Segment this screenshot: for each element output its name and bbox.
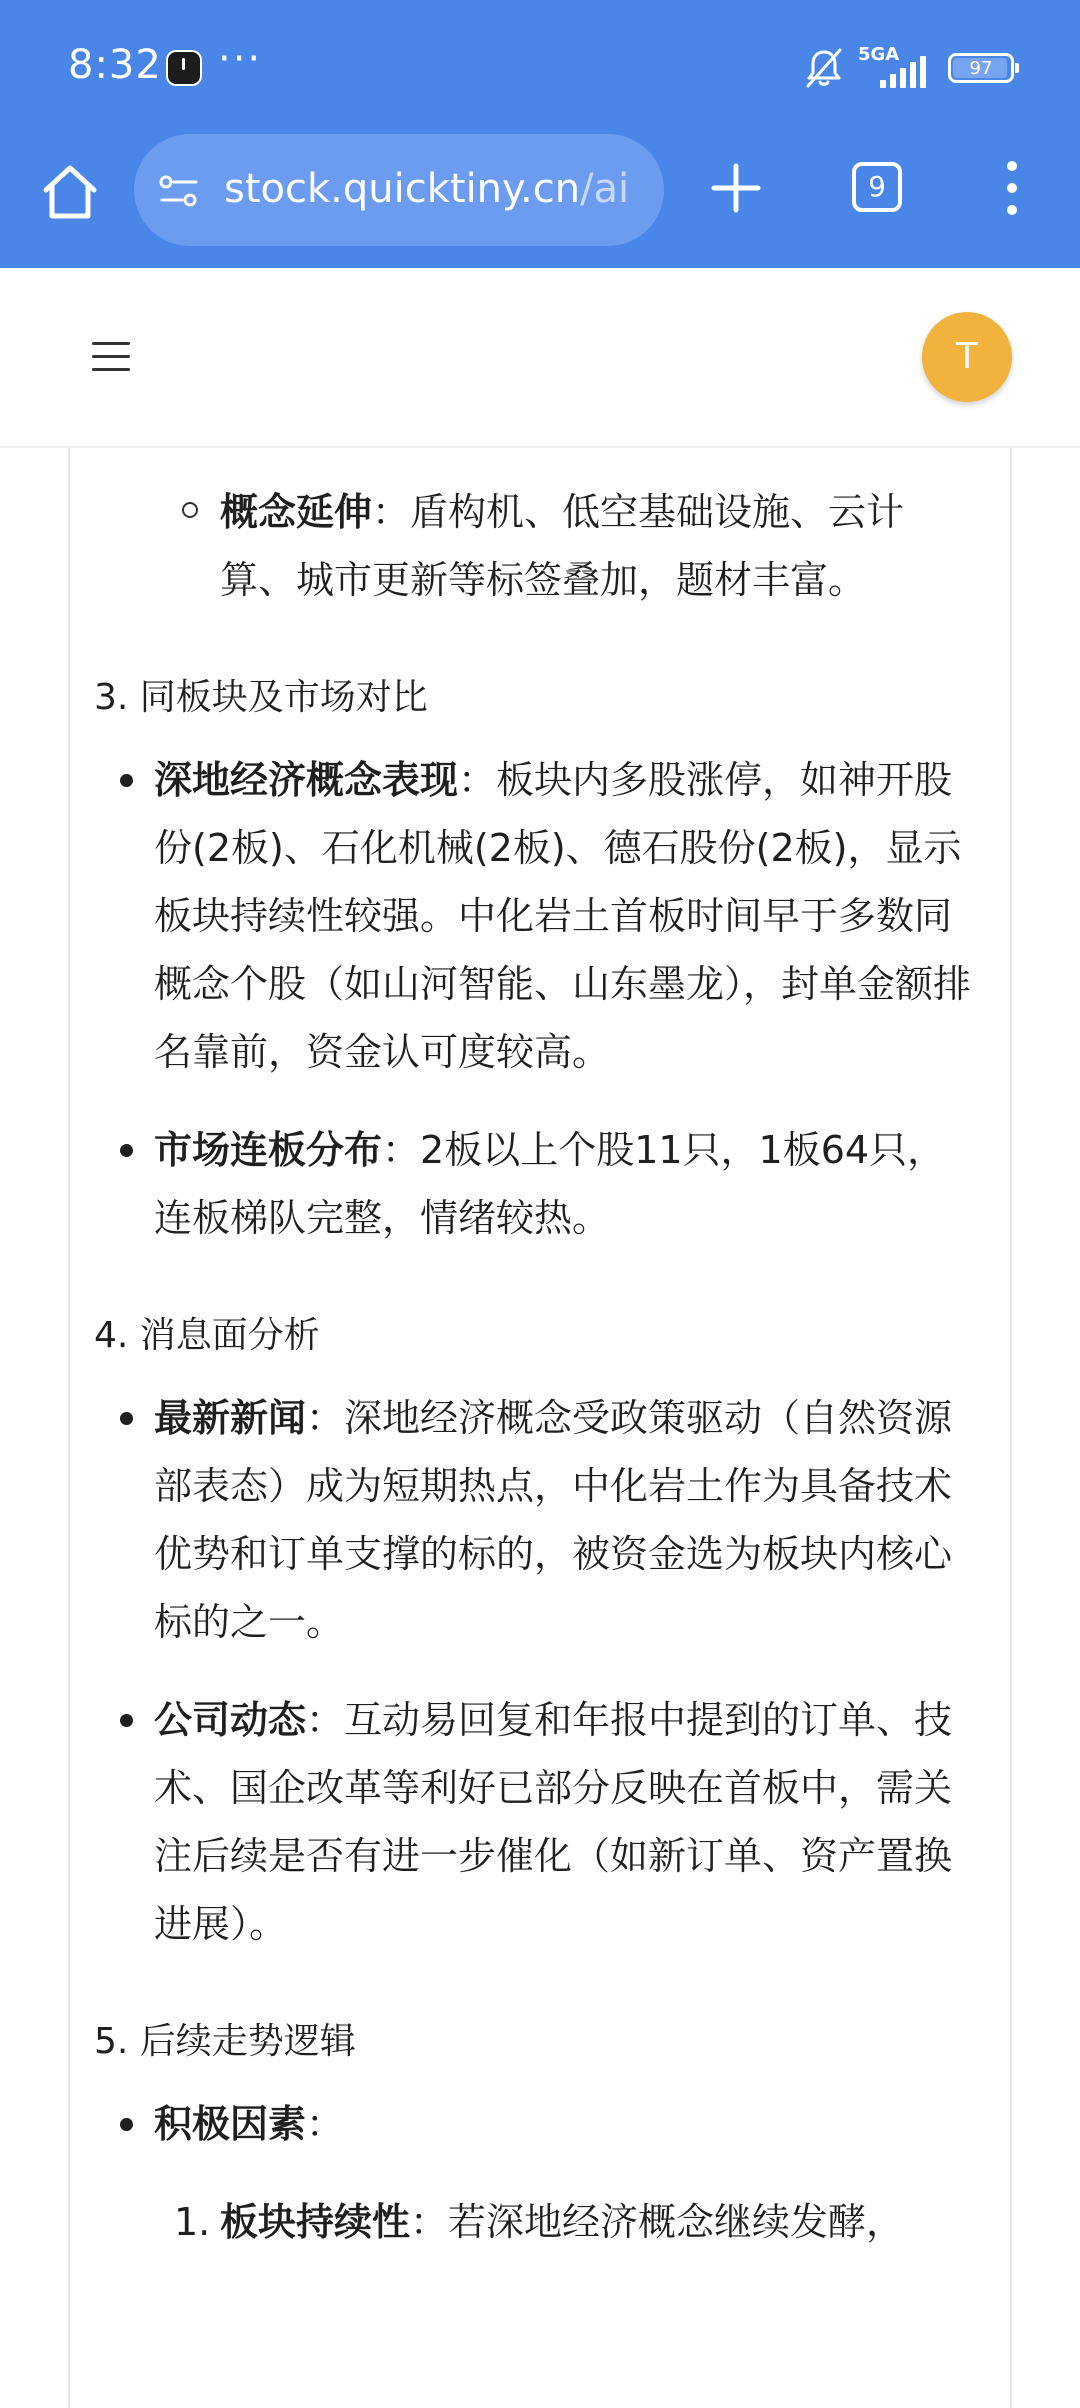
network-type-label: 5GA bbox=[858, 44, 900, 65]
battery-level: 97 bbox=[969, 57, 993, 79]
site-settings-icon[interactable] bbox=[156, 168, 202, 214]
status-bar bbox=[0, 0, 1080, 140]
list-item-title: 积极因素 bbox=[154, 2102, 307, 2146]
url-domain: stock.quicktiny.cn bbox=[224, 166, 581, 212]
new-tab-plus-icon[interactable] bbox=[708, 160, 764, 216]
list-item-title: 深地经济概念表现 bbox=[154, 758, 459, 802]
list-item bbox=[154, 2090, 974, 2158]
url-path: /ai bbox=[580, 166, 630, 212]
list-item bbox=[154, 1384, 974, 1656]
bullet-dot-icon bbox=[120, 2118, 133, 2131]
sub-item-text: ：盾构机、低空基础设施、云计算、城市更新等标签叠加，题材丰富。 bbox=[220, 490, 905, 602]
signal-bar bbox=[920, 56, 926, 88]
more-menu-icon[interactable] bbox=[1000, 158, 1024, 218]
numbered-item bbox=[174, 2188, 974, 2256]
clock-app-icon bbox=[166, 50, 202, 86]
bullet-dot-icon bbox=[120, 1714, 133, 1727]
url-text[interactable] bbox=[224, 166, 629, 212]
list-item-title: 最新新闻 bbox=[154, 1396, 307, 1440]
hamburger-menu-icon[interactable] bbox=[92, 340, 130, 374]
signal-bar bbox=[900, 68, 906, 88]
signal-bar bbox=[890, 74, 896, 88]
signal-bars bbox=[880, 56, 926, 88]
tab-switcher-button[interactable]: 9 bbox=[852, 162, 902, 212]
list-item-text: ：2板以上个股11只，1板64只，连板梯队完整，情绪较热。 bbox=[154, 1128, 946, 1240]
battery-icon bbox=[948, 53, 1014, 83]
sub-item-title: 概念延伸 bbox=[220, 490, 373, 534]
circle-bullet-icon bbox=[182, 502, 198, 518]
bullet-dot-icon bbox=[120, 1144, 133, 1157]
bullet-dot-icon bbox=[120, 1412, 133, 1425]
bell-off-icon bbox=[802, 46, 846, 90]
address-bar[interactable] bbox=[134, 134, 664, 246]
status-right-group bbox=[802, 46, 1014, 90]
site-header bbox=[0, 268, 1080, 448]
numbered-item-title: 板块持续性 bbox=[220, 2200, 411, 2244]
list-item bbox=[154, 1686, 974, 1958]
signal-bar bbox=[880, 80, 886, 88]
section-heading-4: 4. 消息面分析 bbox=[94, 1315, 320, 1356]
list-item-text: ：板块内多股涨停，如神开股份(2板)、石化机械(2板)、德石股份(2板)，显示板块持续性较强。中化岩土首板时间早于多数同概念个股（如山河智能、山东墨龙），封单金额排名靠前，资金认可度较高。 bbox=[154, 758, 972, 1074]
list-item bbox=[154, 746, 974, 1086]
numbered-item-text: ：若深地经济概念继续发酵， bbox=[410, 2200, 905, 2244]
user-avatar[interactable]: T bbox=[922, 312, 1012, 402]
browser-toolbar bbox=[0, 130, 1080, 268]
list-item-text: ：互动易回复和年报中提到的订单、技术、国企改革等利好已部分反映在首板中，需关注后续是否有进一步催化（如新订单、资产置换进展）。 bbox=[154, 1698, 953, 1946]
ai-answer-card bbox=[68, 448, 1012, 2408]
list-item bbox=[154, 1116, 974, 1252]
more-notifications-icon: ··· bbox=[218, 36, 263, 82]
status-time: 8:32 bbox=[68, 42, 162, 88]
list-item-text: ：深地经济概念受政策驱动（自然资源部表态）成为短期热点，中化岩土作为具备技术优势和订单支撑的标的，被资金选为板块内核心标的之一。 bbox=[154, 1396, 953, 1644]
list-item-text: ： bbox=[306, 2102, 345, 2146]
answer-content bbox=[94, 448, 974, 2256]
sub-list-item bbox=[220, 478, 974, 614]
list-item-title: 市场连板分布 bbox=[154, 1128, 383, 1172]
signal-bar bbox=[910, 62, 916, 88]
browser-top-bar bbox=[0, 0, 1080, 268]
list-item-title: 公司动态 bbox=[154, 1698, 307, 1742]
bullet-dot-icon bbox=[120, 774, 133, 787]
section-heading-3: 3. 同板块及市场对比 bbox=[94, 677, 428, 718]
cellular-signal-icon bbox=[858, 46, 936, 90]
numbered-item-number: 1. bbox=[174, 2200, 211, 2244]
home-icon[interactable] bbox=[38, 160, 102, 224]
section-heading-5: 5. 后续走势逻辑 bbox=[94, 2021, 356, 2062]
